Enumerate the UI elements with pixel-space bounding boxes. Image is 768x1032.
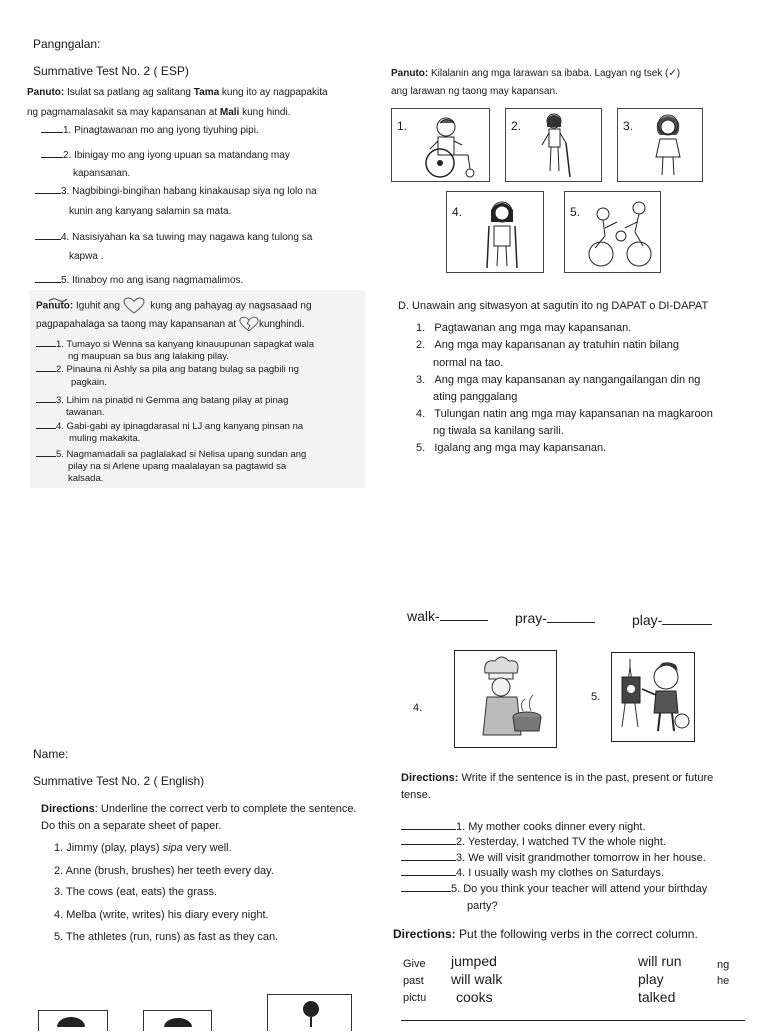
- girl-crutches-illustration: [471, 196, 533, 270]
- picture-number: 5.: [570, 205, 581, 219]
- fragment-give: Give: [403, 958, 426, 970]
- esp-part1-item-2: 2. Ibinigay mo ang iyong upuan sa matandang may: [41, 150, 290, 162]
- wheelchair-basketball-illustration: [581, 196, 659, 270]
- english-right-item-3: 3. We will visit grandmother tomorrow in her house.: [401, 852, 706, 865]
- english-right-item-4: 4. I usually wash my clothes on Saturdays.: [401, 867, 664, 880]
- cutoff-head-illustration: [39, 1011, 107, 1027]
- esp-part1-item-1: 1. Pinagtawanan mo ang iyong tiyuhing pipi.: [41, 125, 259, 137]
- esp-part2-item-2-cont: pagkain.: [71, 377, 107, 388]
- english-left-directions: Directions: Underline the correct verb to complete the sentence.: [41, 803, 357, 815]
- english-right-item-5: 5. Do you think your teacher will attend your birthday: [401, 883, 707, 896]
- verb-walk: walk-: [407, 608, 488, 624]
- wheelchair-boy-illustration: [410, 113, 484, 179]
- esp-part4-item-4-cont: ng tiwala sa kanilang sarili.: [433, 425, 564, 437]
- english-right-item-1: 1. My mother cooks dinner every night.: [401, 821, 646, 834]
- english-right-item-2: 2. Yesterday, I watched TV the whole night.: [401, 836, 666, 849]
- esp-part4-item-2: 2. Ang mga may kapansanan ay tratuhin natin bilang: [416, 339, 679, 351]
- esp-part4-item-3: 3. Ang mga may kapansanan ay nangangailangan din ng: [416, 374, 701, 386]
- picture-box-3: [617, 108, 703, 182]
- boy-painting-picture: [611, 652, 695, 742]
- esp-part2-directions: Panuto: Iguhit ang kung ang pahayag ay nagsasaad ng: [36, 297, 312, 315]
- esp-part4-item-5: 5. Igalang ang mga may kapansanan.: [416, 442, 607, 454]
- english-left-item-2: 2. Anne (brush, brushes) her teeth every day.: [54, 865, 274, 877]
- verb-talked: talked: [638, 989, 676, 1005]
- esp-part1-item-5: 5. Itinaboy mo ang isang nagmamalimos.: [35, 275, 243, 287]
- esp-part2-item-4-cont: muling makakita.: [69, 433, 141, 444]
- verb-cooks: cooks: [456, 989, 493, 1005]
- esp-part4-item-4: 4. Tulungan natin ang mga may kapansanan na magkaroon: [416, 408, 713, 420]
- fragment-pictu: pictu: [403, 992, 427, 1004]
- blind-girl-cane-illustration: [536, 111, 576, 179]
- esp-part2-item-1-cont: ng maupuan sa bus ang lalaking pilay.: [68, 351, 229, 362]
- english-left-directions-line2: Do this on a separate sheet of paper.: [41, 820, 222, 832]
- fragment-he: he: [717, 975, 730, 987]
- esp-part2-directions-line2: pagpapahalaga sa taong may kapansanan at kunghindi.: [36, 316, 305, 333]
- picture-number-4: 4.: [413, 702, 423, 714]
- esp-part2-item-2: 2. Pinauna ni Ashly sa pila ang batang bulag sa pagbili ng: [36, 364, 299, 375]
- esp-part2-item-3: 3. Lihim na pinatid ni Gemma ang batang pilay at pinag: [36, 395, 288, 406]
- english-left-item-4: 4. Melba (write, writes) his diary every night.: [54, 909, 269, 921]
- picture-number: 1.: [397, 119, 408, 133]
- esp-part1-directions: Panuto: Isulat sa patlang ag salitang Tama kung ito ay nagpapakita: [27, 87, 328, 98]
- cutoff-picture-2: [143, 1010, 212, 1031]
- english-column-directions: Directions: Put the following verbs in the correct column.: [393, 927, 698, 941]
- tilde-mark: [48, 290, 68, 296]
- english-left-item-5: 5. The athletes (run, runs) as fast as they can.: [54, 931, 279, 943]
- fragment-past: past: [403, 975, 424, 987]
- esp-part2-item-5-cont: pilay na si Arlene upang maalalayan sa pagtawid sa: [68, 461, 287, 472]
- verb-pray: pray-: [515, 610, 595, 626]
- esp-part4-item-1: 1. Pagtawanan ang mga may kapansanan.: [416, 322, 632, 334]
- verb-play: play-: [632, 612, 712, 628]
- esp-part3-directions: Panuto: Kilalanin ang mga larawan sa ibaba. Lagyan ng tsek (✓): [391, 68, 681, 79]
- esp-part4-item-2-cont: normal na tao.: [433, 357, 504, 369]
- esp-part2-item-5-cont2: kalsada.: [68, 473, 104, 484]
- boy-painting-illustration: [616, 657, 692, 737]
- esp-part1-directions-line2: ng pagmamalasakit sa may kapansanan at Mali kung hindi.: [27, 107, 291, 118]
- picture-number: 2.: [511, 119, 522, 133]
- verb-will-walk: will walk: [451, 971, 503, 987]
- picture-number: 3.: [623, 119, 634, 133]
- picture-box-4: [446, 191, 544, 273]
- picture-box-1: [391, 108, 490, 182]
- english-test-title: Summative Test No. 2 ( English): [33, 774, 205, 788]
- esp-part1-item-3: 3. Nagbibingi-bingihan habang kinakausap siya ng lolo na: [35, 186, 317, 198]
- esp-part3-directions-line2: ang larawan ng taong may kapansan.: [391, 86, 558, 97]
- chef-cooking-illustration: [461, 655, 549, 743]
- picture-box-5: [564, 191, 661, 273]
- esp-part1-item-4-cont: kapwa .: [69, 251, 104, 262]
- esp-part4-title: D. Unawain ang sitwasyon at sagutin ito ng DAPAT o DI-DAPAT: [398, 300, 709, 312]
- esp-part2-item-1: 1. Tumayo si Wenna sa kanyang kinauupunan sapagkat wala: [36, 339, 314, 350]
- esp-part1-item-2-cont: kapansanan.: [73, 168, 131, 179]
- column-table-top-border: [401, 1020, 745, 1021]
- cutoff-head-illustration: [144, 1011, 211, 1027]
- cutoff-picture-1: [38, 1010, 108, 1031]
- esp-part2-item-5: 5. Nagmamadali sa paglalakad si Nelisa upang sundan ang: [36, 449, 306, 460]
- picture-box-2: [505, 108, 602, 182]
- heart-outline-icon: [123, 297, 145, 315]
- verb-play-word: play: [638, 971, 664, 987]
- picture-number-5: 5.: [591, 691, 601, 703]
- esp-part2-item-4: 4. Gabi-gabi ay ipinagdarasal ni LJ ang kanyang pinsan na: [36, 421, 303, 432]
- picture-number: 4.: [452, 205, 463, 219]
- cutoff-picture-3: [267, 994, 352, 1031]
- english-right-directions: Directions: Write if the sentence is in the past, present or future: [401, 772, 714, 784]
- cutoff-figure-illustration: [268, 995, 351, 1027]
- fragment-ng: ng: [717, 959, 730, 971]
- english-right-item-5-cont: party?: [467, 900, 498, 912]
- esp-part1-item-3-cont: kunin ang kanyang salamin sa mata.: [69, 206, 232, 217]
- english-right-directions-line2: tense.: [401, 789, 431, 801]
- broken-heart-icon: [239, 316, 259, 333]
- esp-part2-item-3-cont: tawanan.: [66, 407, 105, 418]
- smiling-girl-illustration: [646, 111, 692, 179]
- esp-test-title: Summative Test No. 2 ( ESP): [33, 64, 189, 78]
- esp-part4-item-3-cont: ating panggalang: [433, 391, 518, 403]
- verb-jumped: jumped: [451, 953, 497, 969]
- verb-will-run: will run: [638, 953, 682, 969]
- english-name-label: Name:: [33, 747, 69, 761]
- name-label: Pangngalan:: [33, 37, 101, 51]
- english-left-item-3: 3. The cows (eat, eats) the grass.: [54, 886, 218, 898]
- esp-part1-item-4: 4. Nasisiyahan ka sa tuwing may nagawa kang tulong sa: [35, 232, 312, 244]
- chef-cooking-picture: [454, 650, 557, 748]
- english-left-item-1: 1. Jimmy (play, plays) sipa very well.: [54, 842, 232, 854]
